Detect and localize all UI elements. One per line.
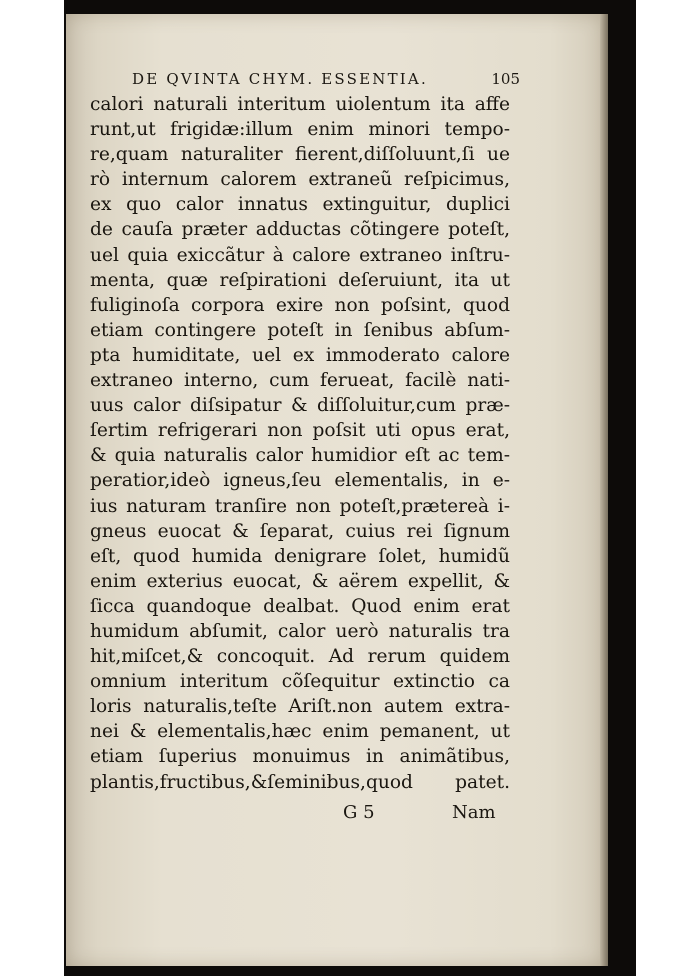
text-line: nei & elementalis,hæc enim pemanent, ut: [90, 721, 510, 743]
signature-mark: G 5: [343, 802, 375, 823]
running-head: [132, 70, 520, 88]
text-line: rò internum calorem extraneũ reſpicimus,: [90, 169, 510, 191]
text-line: plantis,fructibus,&ſeminibus,quod patet.: [90, 771, 510, 793]
text-line: menta, quæ reſpirationi deſeruiunt, ita ut: [90, 269, 510, 291]
text-line: loris naturalis,teſte Ariſt.non autem extra-: [90, 696, 510, 718]
catchword: Nam: [452, 802, 496, 823]
text-line: & quia naturalis calor humidior eſt ac tem-: [90, 445, 510, 467]
text-line: ex quo calor innatus extinguitur, duplici: [90, 194, 510, 216]
text-line: gneus euocat & ſeparat, cuius rei ſignum: [90, 520, 510, 542]
text-line: fuliginoſa corpora exire non poſsint, quod: [90, 294, 510, 316]
text-line: extraneo interno, cum ferueat, facilè nati-: [90, 370, 510, 392]
text-line: de cauſa præter adductas cõtingere poteſt,: [90, 219, 510, 241]
text-line: eſt, quod humida denigrare ſolet, humidũ: [90, 545, 510, 567]
text-line: ſicca quandoque dealbat. Quod enim erat: [90, 595, 510, 617]
text-line: etiam contingere poteſt in ſenibus abſum-: [90, 319, 510, 341]
body-text: [90, 92, 510, 795]
text-line: uel quia exiccãtur à calore extraneo inſtru-: [90, 244, 510, 266]
text-line: hit,miſcet,& concoquit. Ad rerum quidem: [90, 646, 510, 668]
page-edge: [600, 14, 608, 966]
text-line: calori naturali interitum uiolentum ita affe: [90, 94, 510, 115]
text-line: humidum abſumit, calor uerò naturalis tra: [90, 620, 510, 642]
text-line: etiam ſuperius monuimus in animãtibus,: [90, 746, 510, 768]
text-line: omnium interitum cõſequitur extinctio ca: [90, 671, 510, 693]
text-line: pta humiditate, uel ex immoderato calore: [90, 344, 510, 366]
page-number: 105: [491, 70, 520, 88]
text-line: peratior,ideò igneus,ſeu elementalis, in e-: [90, 470, 510, 492]
running-head-title: DE QVINTA CHYM. ESSENTIA.: [132, 70, 428, 88]
text-line: ius naturam tranſire non poteſt,prætereà i-: [90, 495, 510, 517]
text-line: ſertim refrigerari non poſsit uti opus erat,: [90, 420, 510, 442]
text-line: enim exterius euocat, & aërem expellit, &: [90, 570, 510, 592]
text-line: uus calor diſsipatur & diſſoluitur,cum præ-: [90, 395, 510, 417]
text-line: runt,ut frigidæ:illum enim minori tempo-: [90, 119, 510, 141]
text-line: re,quam naturaliter fierent,diſſoluunt,ſi ue: [90, 144, 510, 166]
